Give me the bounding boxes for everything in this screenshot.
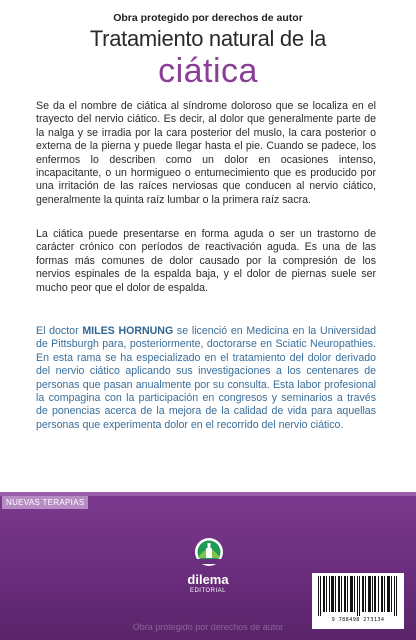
- copyright-notice: Obra protegido por derechos de autor: [113, 12, 303, 24]
- series-tag: NUEVAS TERAPIAS: [2, 496, 88, 509]
- author-biography: [36, 325, 376, 432]
- description-paragraph-2: La ciática puede presentarse en forma aguda o ser un trastorno de carácter crónico con períodos de reactivación aguda. Es una de las formas más comunes de dolor causado por la compresión de los nervios espinales de la espalda baja, y el dolor de piernas suele ser mucho peor que el dolor de espalda.: [36, 228, 376, 294]
- isbn-number: 9 788498 273134: [331, 617, 385, 623]
- publisher-name: dilema: [187, 572, 229, 587]
- description-paragraph-1: Se da el nombre de ciática al síndrome doloroso que se localiza en el trayecto del nervio ciático. Es decir, al dolor que generalmente parte de la nalga y se irradia por la cara posterior del muslo, la cara posterior o externa de la pierna y puede llegar hasta el pie. Cuando se padece, los enfermos lo describen como un dolor en ocasiones intenso, incapacitante, o un hormigueo o entumecimiento que es producido por una irritación de las raíces nerviosas que conducen al nervio ciático, generalmente la quinta raíz lumbar o la primera raíz sacra.: [36, 100, 376, 206]
- isbn-barcode: [312, 573, 404, 629]
- author-name: MILES HORNUNG: [82, 325, 174, 337]
- author-intro: El doctor: [36, 325, 79, 337]
- barcode-bars-icon: [316, 576, 400, 616]
- publisher-subtitle: EDITORIAL: [189, 588, 227, 594]
- book-title-line2: ciática: [158, 52, 258, 90]
- publisher-logo-icon: [184, 532, 234, 572]
- book-title-line1: Tratamiento natural de la: [89, 26, 327, 51]
- watermark-notice: Obra protegido por derechos de autor: [132, 622, 284, 632]
- author-bio-text: se licenció en Medicina en la Universidad de Pittsburgh para, posteriormente, doctorarse en Sciatic Neuropathies. En esta rama se ha especializado en el tratamiento del dolor derivado del nervio ciático aplicando sus investigaciones a los centenares de personas que pasan anualmente por su consulta. Esta labor profesional la compagina con la participación en congresos y seminarios a través de ponencias acerca de la mejora de la calidad de vida para aquellas personas que experimenta dolor en el recorrido del nervio ciático.: [36, 325, 376, 431]
